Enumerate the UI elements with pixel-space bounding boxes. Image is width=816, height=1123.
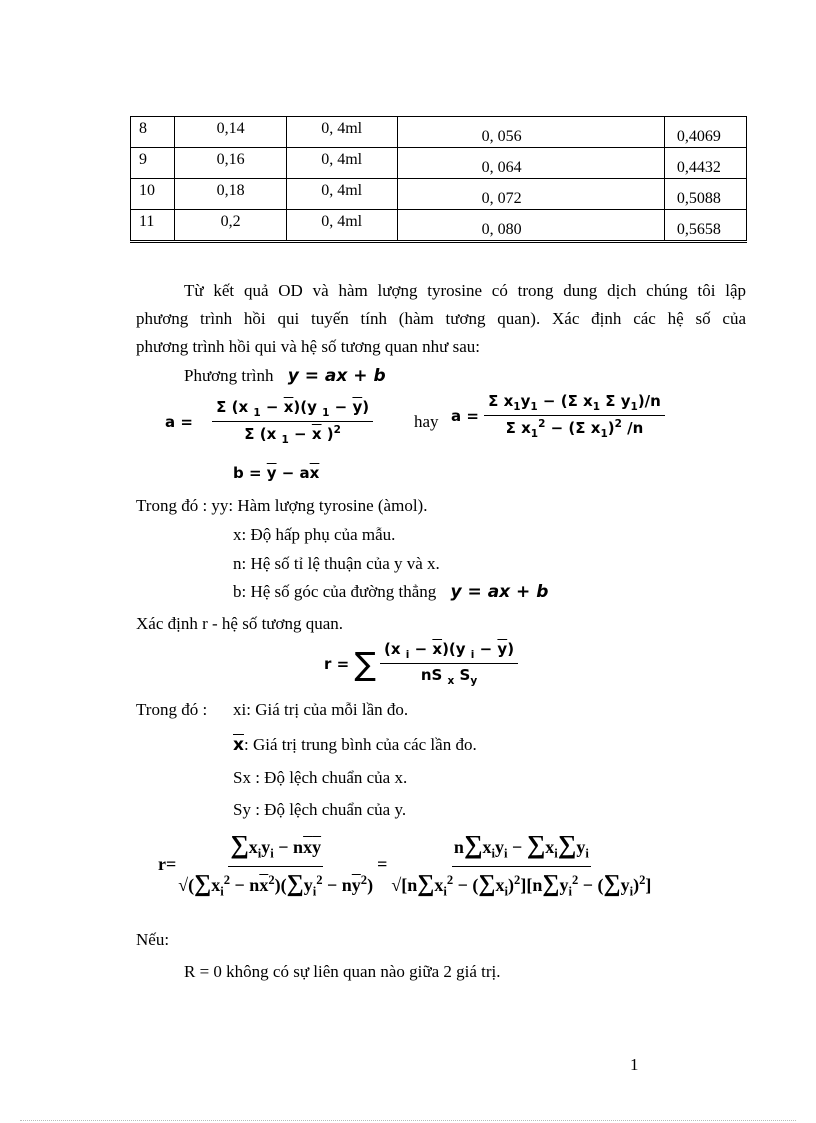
cell-value-text: 0,5088: [676, 190, 721, 207]
cell-sample-number-text: 10: [139, 182, 155, 199]
r-zero-statement: R = 0 không có sự liên quan nào giữa 2 giá trị.: [184, 962, 501, 981]
x-definition: x: Độ hấp phụ của mẫu.: [233, 525, 396, 544]
cell-volume-text: 0, 4ml: [321, 213, 363, 230]
cell-value: [664, 179, 746, 210]
xbar-definition: : Giá trị trung bình của các lần đo.: [243, 735, 477, 754]
equation-line: [184, 366, 386, 386]
xbar-definition-line: $\overline{x}$: Giá trị trung bình của các lần đo.: [233, 735, 477, 755]
table-body: [131, 117, 747, 242]
cell-od-text: 0,14: [216, 120, 245, 137]
where-1-prefix: Trong đó : y: [136, 496, 220, 515]
cell-volume-text: 0, 4ml: [321, 182, 363, 199]
table-row: [131, 179, 747, 210]
n-definition: n: Hệ số tỉ lệ thuận của y và x.: [233, 554, 440, 573]
cell-sample-number: [131, 179, 175, 210]
cell-value-text: 0,4069: [676, 128, 721, 145]
cell-volume: [286, 148, 397, 179]
cell-od-text: 0,2: [220, 213, 241, 230]
sx-definition: Sx : Độ lệch chuẩn của x.: [233, 768, 408, 787]
r-formula-2: r= $\frac{\sum x_iy_i - n\overline{x}\overline{y}}{√(\sum x_i^2 - n\overline{x}^2)(\sum y_i^2 - n\overline{y}^2)}$ = $\frac{n\sum x_iy_i - \sum x_i\sum y_i}{√[n\sum x_i^2 - (\sum x_i)^2][n\sum y_i^2 - (\sum y_i)^2]}$: [158, 830, 652, 899]
r-intro: Xác định r - hệ số tương quan.: [136, 614, 344, 633]
cell-tyrosine: [397, 179, 664, 210]
cell-volume-text: 0, 4ml: [321, 120, 363, 137]
cell-tyrosine-text: 0, 064: [481, 159, 522, 176]
where-1-line-1: [136, 496, 427, 516]
cell-od: [175, 179, 286, 210]
cell-sample-number-text: 11: [139, 213, 155, 230]
a-formula-1: a = $\frac{\Sigma (x _1 - \overline{x})(y _1 - \overline{y})}{\Sigma (x _1 - \overline{x} )^2}$: [165, 398, 373, 446]
page-bottom-rule: [20, 1120, 796, 1121]
where-2-prefix: Trong đó :: [136, 700, 208, 719]
neu-label: Nếu:: [136, 930, 170, 949]
intro-line-3: phương trình hồi qui và hệ số tương quan như sau:: [136, 337, 481, 356]
cell-tyrosine: [397, 210, 664, 242]
intro-line-1: Từ kết quả OD và hàm lượng tyrosine có trong dung dịch chúng tôi lập: [184, 281, 746, 300]
cell-od: [175, 210, 286, 242]
equation-formula: y = ax + b: [287, 366, 386, 386]
cell-volume-text: 0, 4ml: [321, 151, 363, 168]
a-formula-2: a = $\frac{\Sigma x_1y_1 - (\Sigma x_1 \Sigma y_1)/n}{\Sigma x_1^2 - (\Sigma x_1)^2 /n}$: [451, 392, 665, 440]
cell-sample-number: [131, 117, 175, 148]
hay-text: hay: [414, 412, 439, 431]
table-row: [131, 117, 747, 148]
cell-tyrosine: [397, 148, 664, 179]
data-table: [130, 116, 747, 243]
cell-value: [664, 210, 746, 242]
cell-sample-number-text: 8: [139, 120, 147, 137]
cell-tyrosine-text: 0, 080: [481, 221, 522, 238]
page-number: 1: [630, 1055, 639, 1074]
b-formula: $b = \overline{y} - a\overline{x}$: [233, 464, 320, 482]
cell-od: [175, 117, 286, 148]
intro-paragraph: [136, 277, 746, 361]
xi-definition: xi: Giá trị của mỗi lần đo.: [233, 700, 409, 719]
sy-definition: Sy : Độ lệch chuẩn của y.: [233, 800, 407, 819]
cell-value-text: 0,5658: [676, 221, 721, 238]
cell-volume: [286, 179, 397, 210]
cell-sample-number: [131, 148, 175, 179]
table-row: [131, 148, 747, 179]
r-formula-1: r = ∑ $\frac{(x _i - \overline{x})(y _i - \overline{y})}{nS _x S_y}$: [324, 640, 518, 687]
cell-od-text: 0,16: [216, 151, 245, 168]
cell-value: [664, 117, 746, 148]
table-row: [131, 210, 747, 242]
cell-volume: [286, 210, 397, 242]
cell-sample-number-text: 9: [139, 151, 147, 168]
cell-tyrosine-text: 0, 072: [481, 190, 522, 207]
b-definition-formula: y = ax + b: [450, 582, 549, 602]
b-definition: b: Hệ số góc của đường thẳng: [233, 582, 437, 601]
y-definition: y: Hàm lượng tyrosine (àmol).: [219, 496, 428, 515]
cell-tyrosine-text: 0, 056: [481, 128, 522, 145]
cell-od-text: 0,18: [216, 182, 245, 199]
intro-line-2: phương trình hồi qui tuyến tính (hàm tương quan). Xác định các hệ số của: [136, 309, 746, 328]
cell-value-text: 0,4432: [676, 159, 721, 176]
cell-value: [664, 148, 746, 179]
cell-volume: [286, 117, 397, 148]
cell-tyrosine: [397, 117, 664, 148]
cell-od: [175, 148, 286, 179]
equation-label: Phương trình: [184, 366, 274, 385]
b-definition-line: [233, 582, 548, 602]
cell-sample-number: [131, 210, 175, 242]
